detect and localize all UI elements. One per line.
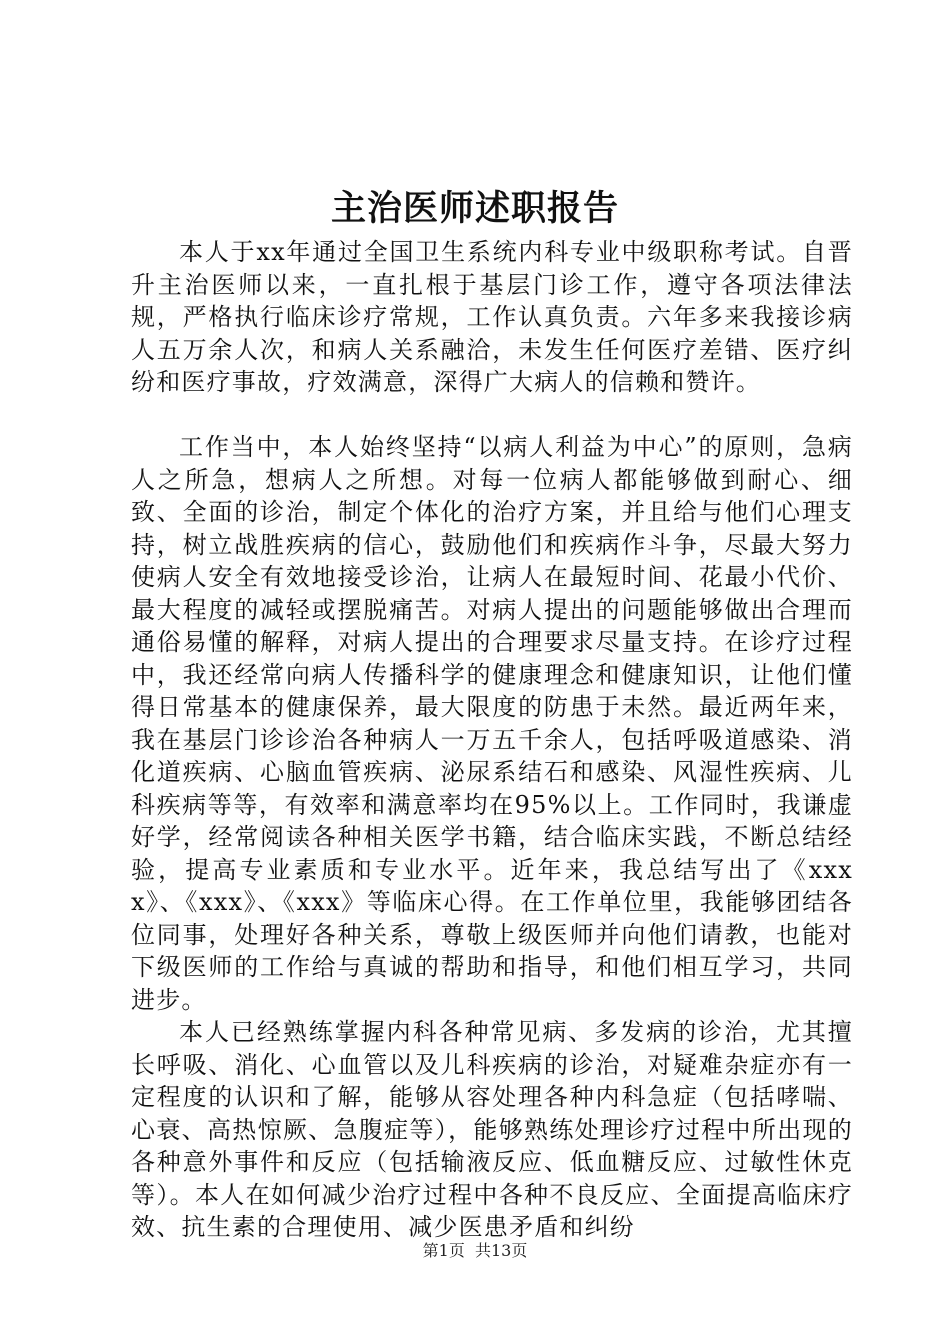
paragraph-3: 本人已经熟练掌握内科各种常见病、多发病的诊治，尤其擅长呼吸、消化、心血管以及儿科疾病的诊治，对疑难杂症亦有一定程度的认识和了解，能够从容处理各种内科急症（包括哮喘、心衰、高热惊厥、急腹症等），能够熟练处理诊疗过程中所出现的各种意外事件和反应（包括输液反应、低血糖反应、过敏性休克等）。本人在如何减少治疗过程中各种不良反应、全面提高临床疗效、抗生素的合理使用、减少医患矛盾和纠纷: [131, 1018, 853, 1241]
paragraph-2: 工作当中，本人始终坚持“以病人利益为中心”的原则，急病人之所急，想病人之所想。对每一位病人都能够做到耐心、细致、全面的诊治，制定个体化的治疗方案，并且给与他们心理支持，树立战胜疾病的信心，鼓励他们和疾病作斗争，尽最大努力使病人安全有效地接受诊治，让病人在最短时间、花最小代价、最大程度的减轻或摆脱痛苦。对病人提出的问题能够做出合理而通俗易懂的解释，对病人提出的合理要求尽量支持。在诊疗过程中，我还经常向病人传播科学的健康理念和健康知识，让他们懂得日常基本的健康保养，最大限度的防患于未然。最近两年来，我在基层门诊诊治各种病人一万五千余人，包括呼吸道感染、消化道疾病、心脑血管疾病、泌尿系结石和感染、风湿性疾病、儿科疾病等等，有效率和满意率均在95%以上。工作同时，我谦虚好学，经常阅读各种相关医学书籍，结合临床实践，不断总结经验，提高专业素质和专业水平。近年来，我总结写出了《xxxx》、《xxx》、《xxx》等临床心得。在工作单位里，我能够团结各位同事，处理好各种关系，尊敬上级医师并向他们请教，也能对下级医师的工作给与真诚的帮助和指导，和他们相互学习，共同进步。: [131, 433, 853, 1014]
document-body: [131, 236, 853, 1244]
page-number: 第1页 共13页: [422, 1241, 528, 1260]
page-footer: [0, 1240, 950, 1262]
paragraph-1: 本人于xx年通过全国卫生系统内科专业中级职称考试。自晋升主治医师以来，一直扎根于基层门诊工作，遵守各项法律法规，严格执行临床诊疗常规，工作认真负责。六年多来我接诊病人五万余人次，和病人关系融洽，未发生任何医疗差错、医疗纠纷和医疗事故，疗效满意，深得广大病人的信赖和赞许。: [131, 238, 853, 396]
document-title: 主治医师述职报告: [330, 188, 619, 229]
